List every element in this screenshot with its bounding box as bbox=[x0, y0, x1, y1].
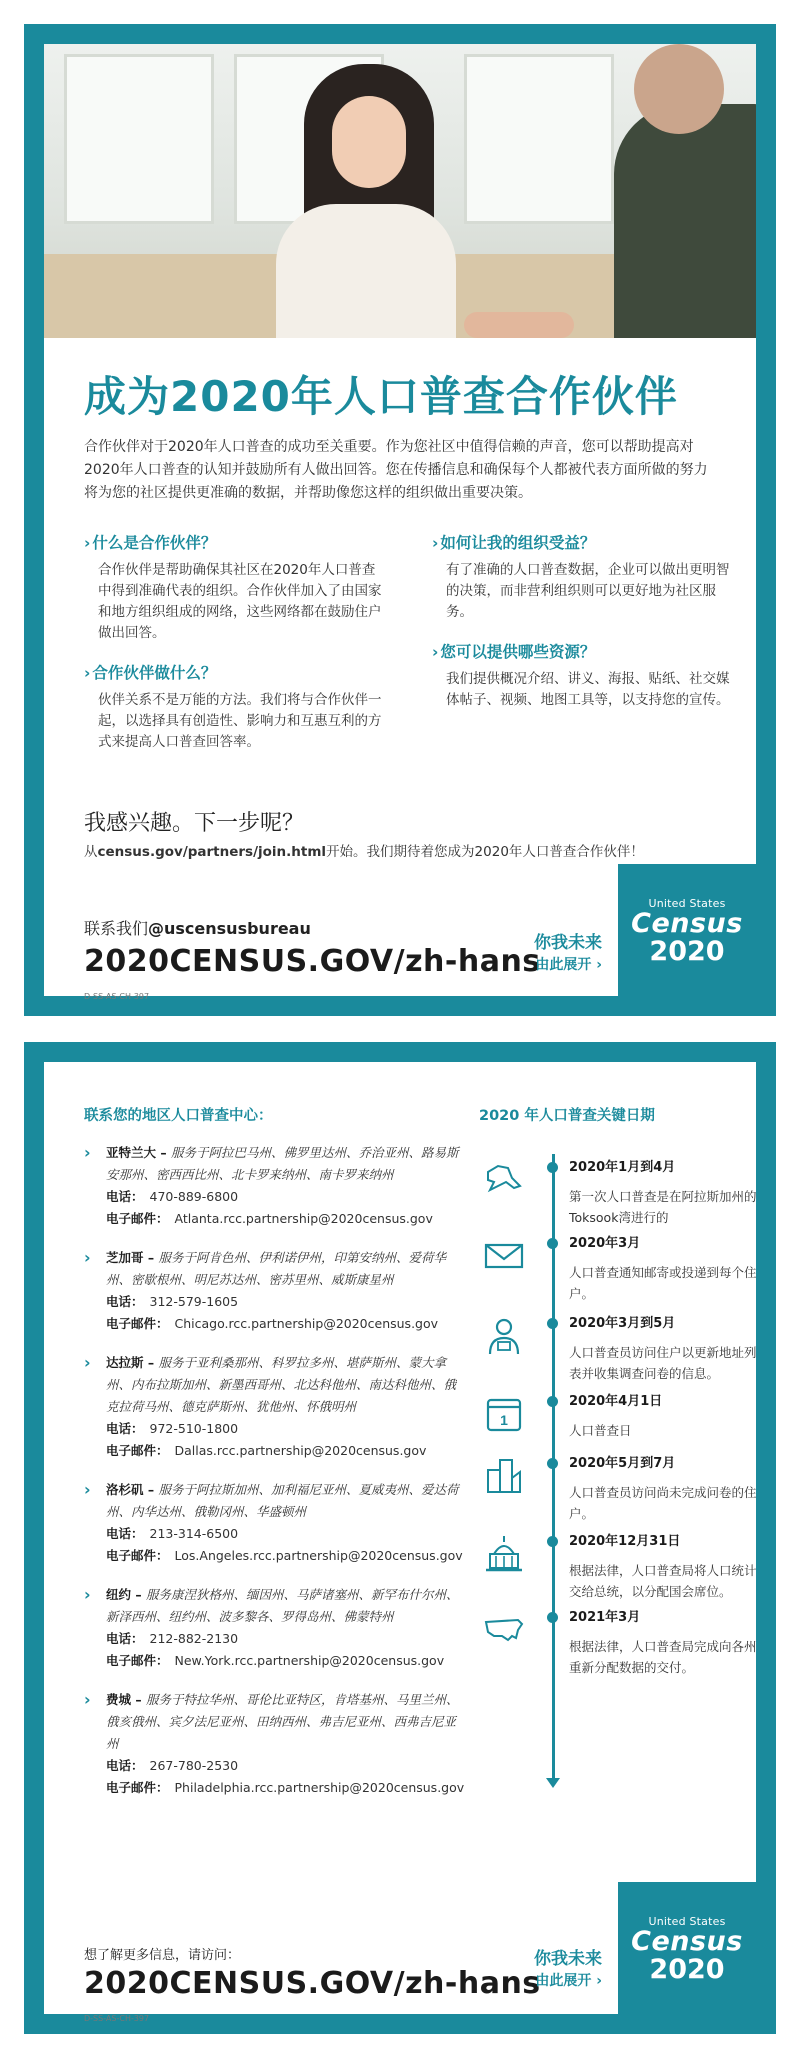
timeline-dot bbox=[547, 1396, 558, 1407]
rcc-entry bbox=[84, 1584, 464, 1672]
rcc-phone[interactable]: 212-882-2130 bbox=[149, 1631, 239, 1646]
man-head bbox=[634, 44, 724, 134]
rcc-email-link[interactable]: Philadelphia.rcc.partnership@2020census.gov bbox=[174, 1780, 465, 1795]
rcc-email-link[interactable]: Chicago.rcc.partnership@2020census.gov bbox=[174, 1316, 439, 1331]
rcc-states-list: 服务于特拉华州、哥伦比亚特区，肯塔基州、马里兰州、俄亥俄州、宾夕法尼亚州、田纳西州、弗吉尼亚州、西弗吉尼亚州 bbox=[106, 1692, 459, 1751]
rcc-phone-line bbox=[106, 1523, 464, 1545]
rcc-dash: – bbox=[131, 1692, 146, 1707]
chevron-right-icon: › bbox=[596, 1973, 602, 1989]
chevron-right-icon: › bbox=[84, 664, 91, 682]
timeline-date: 2021年3月 bbox=[569, 1610, 641, 1625]
section-heading-text: 您可以提供哪些资源？ bbox=[440, 643, 596, 661]
timeline-arrow-icon bbox=[546, 1778, 560, 1788]
timeline-dot bbox=[547, 1238, 558, 1249]
rcc-city: 纽约 bbox=[106, 1587, 132, 1602]
section-resources bbox=[432, 641, 732, 711]
section-body: 合作伙伴是帮助确保其社区在2020年人口普查中得到准确代表的组织。合作伙伴加入了由国家和地方组织组成的网络，这些网络都在鼓励住户做出回答。 bbox=[98, 562, 382, 641]
email-label: 电子邮件： bbox=[106, 1211, 169, 1226]
rcc-phone-line bbox=[106, 1418, 464, 1440]
timeline-date: 2020年12月31日 bbox=[569, 1534, 681, 1549]
timeline-date: 2020年5月到7月 bbox=[569, 1456, 676, 1471]
woman-body bbox=[276, 204, 456, 338]
census-worker-icon bbox=[482, 1316, 526, 1356]
flyer-back bbox=[24, 1042, 776, 2034]
section-what-partners-do bbox=[84, 662, 388, 753]
calendar-number: 1 bbox=[500, 1412, 508, 1428]
phone-label: 电话： bbox=[106, 1526, 144, 1541]
rcc-phone-line bbox=[106, 1628, 464, 1650]
chevron-right-icon: › bbox=[84, 1143, 91, 1162]
rcc-phone[interactable]: 213-314-6500 bbox=[149, 1526, 239, 1541]
logo-census: Census bbox=[631, 908, 743, 939]
rcc-states bbox=[106, 1584, 464, 1628]
chevron-right-icon: › bbox=[432, 643, 439, 661]
rcc-entry bbox=[84, 1479, 464, 1567]
next-step-text bbox=[84, 840, 644, 860]
rcc-states bbox=[106, 1689, 464, 1755]
section-heading bbox=[432, 532, 732, 554]
section-heading-text: 什么是合作伙伴？ bbox=[92, 534, 217, 552]
timeline-dot bbox=[547, 1162, 558, 1173]
tagline-line-2-text: 由此展开 bbox=[535, 1973, 592, 1989]
rcc-phone-line bbox=[106, 1291, 464, 1313]
timeline-dot bbox=[547, 1536, 558, 1547]
rcc-entry bbox=[84, 1142, 464, 1230]
timeline-dot bbox=[547, 1458, 558, 1469]
rcc-email-link[interactable]: Atlanta.rcc.partnership@2020census.gov bbox=[174, 1211, 433, 1226]
rcc-phone[interactable]: 267-780-2530 bbox=[149, 1758, 239, 1773]
next-step-suffix: 开始。我们期待着您成为2020年人口普查合作伙伴！ bbox=[326, 844, 644, 860]
section-body: 我们提供概况介绍、讲义、海报、贴纸、社交媒体帖子、视频、地图工具等，以支持您的宣传。 bbox=[446, 671, 730, 708]
rcc-city: 芝加哥 bbox=[106, 1250, 144, 1265]
rcc-entry bbox=[84, 1247, 464, 1335]
rcc-states bbox=[106, 1352, 464, 1418]
email-label: 电子邮件： bbox=[106, 1316, 169, 1331]
page-title: 成为2020年人口普查合作伙伴 bbox=[84, 372, 678, 421]
timeline-description: 第一次人口普查是在阿拉斯加州的Toksook湾进行的 bbox=[569, 1189, 757, 1225]
handshake-hands bbox=[464, 312, 574, 338]
section-what-is-partner bbox=[84, 532, 388, 644]
census-2020-logo bbox=[618, 1882, 756, 2014]
chevron-right-icon: › bbox=[596, 957, 602, 973]
phone-label: 电话： bbox=[106, 1421, 144, 1436]
rcc-states-list: 服务康涅狄格州、缅因州、马萨诸塞州、新罕布什尔州、新泽西州、纽约州、波多黎各、罗得岛州、佛蒙特州 bbox=[106, 1587, 459, 1624]
tagline bbox=[522, 1948, 602, 1992]
more-info-text: 想了解更多信息，请访问： bbox=[84, 1948, 241, 1963]
rcc-email-line bbox=[106, 1313, 464, 1335]
tagline-line-2 bbox=[522, 954, 602, 976]
handshake-photo bbox=[44, 44, 756, 338]
rcc-email-line bbox=[106, 1545, 464, 1567]
section-heading bbox=[84, 662, 388, 684]
woman-face bbox=[332, 96, 406, 188]
phone-label: 电话： bbox=[106, 1294, 144, 1309]
rcc-email-line bbox=[106, 1208, 464, 1230]
timeline-date: 2020年3月 bbox=[569, 1236, 641, 1251]
capitol-icon bbox=[482, 1534, 526, 1574]
right-column bbox=[432, 532, 732, 729]
timeline-description: 人口普查员访问住户以更新地址列表并收集调查问卷的信息。 bbox=[569, 1345, 757, 1381]
rcc-email-line bbox=[106, 1777, 464, 1799]
rcc-entry bbox=[84, 1352, 464, 1462]
contact-line bbox=[84, 916, 311, 939]
us-map-icon bbox=[482, 1610, 526, 1650]
rcc-city: 洛杉矶 bbox=[106, 1482, 144, 1497]
logo-united-states: United States bbox=[648, 1915, 726, 1928]
rcc-email-link[interactable]: New.York.rcc.partnership@2020census.gov bbox=[174, 1653, 445, 1668]
section-heading-text: 如何让我的组织受益？ bbox=[440, 534, 596, 552]
rcc-dash: – bbox=[156, 1145, 171, 1160]
logo-census: Census bbox=[631, 1926, 743, 1957]
phone-label: 电话： bbox=[106, 1189, 144, 1204]
chevron-right-icon: › bbox=[84, 1353, 91, 1372]
intro-paragraph: 合作伙伴对于2020年人口普查的成功至关重要。作为您社区中值得信赖的声音，您可以帮助提高对2020年人口普查的认知并鼓励所有人做出回答。您在传播信息和确保每个人都被代表方面所做的努力将为您的社区提供更准确的数据，并帮助像您这样的组织做出重要决策。 bbox=[84, 439, 708, 501]
tagline-line-1: 你我未来 bbox=[534, 933, 602, 953]
section-heading bbox=[84, 532, 388, 554]
chevron-right-icon: › bbox=[432, 534, 439, 552]
rcc-phone-line bbox=[106, 1755, 464, 1777]
document-code: D-SS-AS-CH-397 bbox=[84, 992, 150, 1001]
tagline-line-1: 你我未来 bbox=[534, 1949, 602, 1969]
section-body: 伙伴关系不是万能的方法。我们将与合作伙伴一起，以选择具有创造性、影响力和互惠互利的方式来提高人口普查回答率。 bbox=[98, 692, 382, 750]
join-link[interactable]: census.gov/partners/join.html bbox=[97, 844, 327, 860]
alaska-map-icon bbox=[482, 1160, 526, 1200]
contact-prefix: 联系我们 bbox=[84, 919, 149, 938]
phone-label: 电话： bbox=[106, 1758, 144, 1773]
timeline-description: 人口普查通知邮寄或投递到每个住户。 bbox=[569, 1265, 757, 1301]
next-step-prefix: 从 bbox=[84, 844, 98, 860]
rcc-states bbox=[106, 1142, 464, 1186]
rcc-states-list: 服务于阿肯色州、伊利诺伊州，印第安纳州、爱荷华州、密歇根州、明尼苏达州、密苏里州、威斯康星州 bbox=[106, 1250, 446, 1287]
logo-united-states: United States bbox=[648, 897, 726, 910]
window-pane bbox=[464, 54, 614, 224]
rcc-entry bbox=[84, 1689, 464, 1799]
window-pane bbox=[64, 54, 214, 224]
document-code: D-SS-AS-CH-397 bbox=[84, 2014, 150, 2023]
timeline-date: 2020年1月到4月 bbox=[569, 1160, 676, 1175]
timeline-description: 根据法律，人口普查局将人口统计交给总统，以分配国会席位。 bbox=[569, 1563, 757, 1599]
email-label: 电子邮件： bbox=[106, 1653, 169, 1668]
chevron-right-icon: › bbox=[84, 1248, 91, 1267]
email-label: 电子邮件： bbox=[106, 1443, 169, 1458]
logo-year: 2020 bbox=[649, 936, 725, 967]
logo-year: 2020 bbox=[649, 1954, 725, 1985]
rcc-dash: – bbox=[143, 1250, 159, 1265]
flyer-front bbox=[24, 24, 776, 1016]
census-2020-logo bbox=[618, 864, 756, 996]
timeline-date: 2020年4月1日 bbox=[569, 1394, 663, 1409]
section-benefits bbox=[432, 532, 732, 623]
phone-label: 电话： bbox=[106, 1631, 144, 1646]
section-body: 有了准确的人口普查数据，企业可以做出更明智的决策，而非营利组织则可以更好地为社区服务。 bbox=[446, 562, 730, 620]
rcc-list bbox=[84, 1142, 464, 1816]
rcc-phone[interactable]: 972-510-1800 bbox=[149, 1421, 239, 1436]
social-handle-link[interactable]: @uscensusbureau bbox=[148, 919, 311, 938]
next-step-heading: 我感兴趣。下一步呢？ bbox=[84, 811, 305, 836]
buildings-icon bbox=[482, 1456, 526, 1496]
timeline-dot bbox=[547, 1612, 558, 1623]
section-heading bbox=[432, 641, 732, 663]
email-label: 电子邮件： bbox=[106, 1780, 169, 1795]
email-label: 电子邮件： bbox=[106, 1548, 169, 1563]
rcc-states bbox=[106, 1479, 464, 1523]
calendar-icon bbox=[482, 1394, 526, 1434]
rcc-city: 亚特兰大 bbox=[106, 1145, 157, 1160]
rcc-phone[interactable]: 312-579-1605 bbox=[149, 1294, 239, 1309]
rcc-dash: – bbox=[143, 1482, 159, 1497]
rcc-city: 达拉斯 bbox=[106, 1355, 144, 1370]
chevron-right-icon: › bbox=[84, 1585, 91, 1604]
man-figure bbox=[614, 104, 756, 338]
chevron-right-icon: › bbox=[84, 534, 91, 552]
rcc-states-list: 服务于阿拉斯加州、加利福尼亚州、夏威夷州、爱达荷州、内华达州、俄勒冈州、华盛顿州 bbox=[106, 1482, 459, 1519]
rcc-city: 费城 bbox=[106, 1692, 132, 1707]
rcc-dash: – bbox=[143, 1355, 159, 1370]
rcc-email-link[interactable]: Los.Angeles.rcc.partnership@2020census.gov bbox=[174, 1548, 463, 1563]
envelope-icon bbox=[482, 1236, 526, 1276]
timeline-description: 人口普查员访问尚未完成问卷的住户。 bbox=[569, 1485, 757, 1521]
rcc-phone-line bbox=[106, 1186, 464, 1208]
chevron-right-icon: › bbox=[84, 1690, 91, 1709]
section-heading-text: 合作伙伴做什么？ bbox=[92, 664, 217, 682]
census-url-link[interactable]: 2020CENSUS.GOV/zh-hans bbox=[84, 944, 541, 979]
census-url-link[interactable]: 2020CENSUS.GOV/zh-hans bbox=[84, 1966, 541, 2001]
timeline-description: 根据法律，人口普查局完成向各州重新分配数据的交付。 bbox=[569, 1639, 757, 1675]
tagline-line-2 bbox=[522, 1970, 602, 1992]
rcc-states-list: 服务于亚利桑那州、科罗拉多州、堪萨斯州、蒙大拿州、内布拉斯加州、新墨西哥州、北达科他州、南达科他州、俄克拉荷马州、德克萨斯州、犹他州、怀俄明州 bbox=[106, 1355, 457, 1414]
tagline-line-2-text: 由此展开 bbox=[535, 957, 592, 973]
timeline-title: 2020 年人口普查关键日期 bbox=[479, 1108, 655, 1124]
left-column bbox=[84, 532, 388, 771]
chevron-right-icon: › bbox=[84, 1480, 91, 1499]
tagline bbox=[522, 932, 602, 976]
rcc-email-line bbox=[106, 1650, 464, 1672]
timeline-description: 人口普查日 bbox=[569, 1423, 632, 1438]
rcc-states bbox=[106, 1247, 464, 1291]
rcc-dash: – bbox=[131, 1587, 146, 1602]
rcc-email-link[interactable]: Dallas.rcc.partnership@2020census.gov bbox=[174, 1443, 427, 1458]
timeline-dot bbox=[547, 1318, 558, 1329]
rcc-phone[interactable]: 470-889-6800 bbox=[149, 1189, 239, 1204]
timeline-date: 2020年3月到5月 bbox=[569, 1316, 676, 1331]
rcc-email-line bbox=[106, 1440, 464, 1462]
rcc-states-list: 服务于阿拉巴马州、佛罗里达州、乔治亚州、路易斯安那州、密西西比州、北卡罗来纳州、南卡罗来纳州 bbox=[106, 1145, 459, 1182]
rcc-title: 联系您的地区人口普查中心： bbox=[84, 1108, 273, 1124]
